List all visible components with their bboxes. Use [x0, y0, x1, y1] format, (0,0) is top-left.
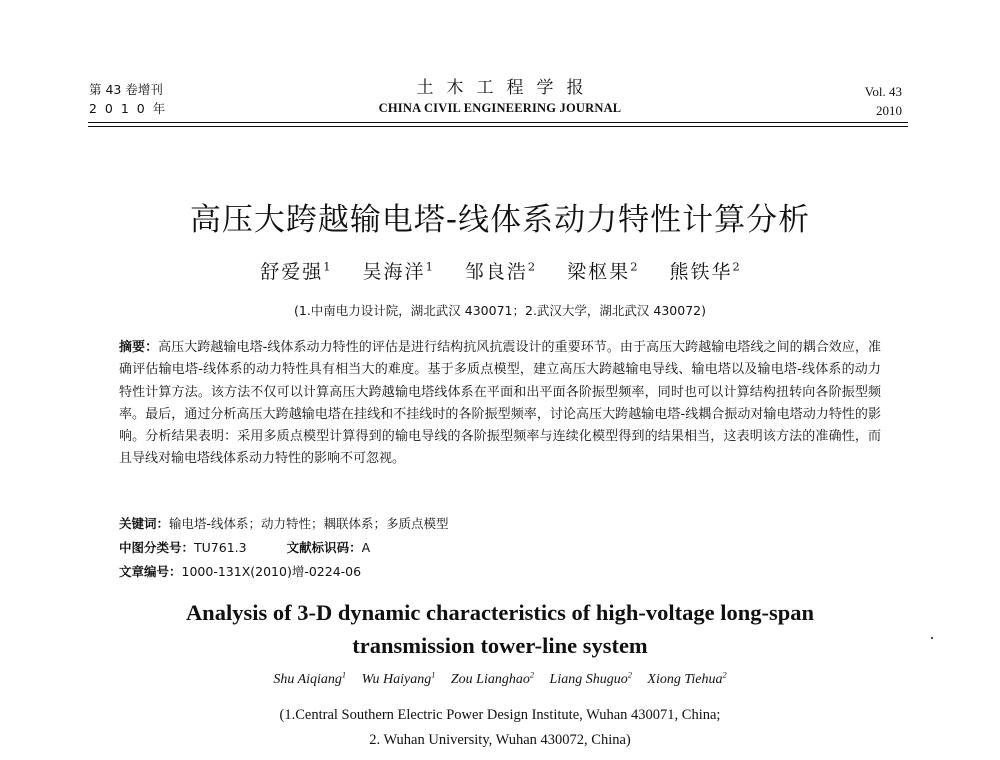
keywords-label: 关键词：	[119, 516, 170, 531]
abstract-cn	[119, 337, 881, 471]
affiliation-cn: (1.中南电力设计院，湖北武汉 430071；2.武汉大学，湖北武汉 430072)	[294, 303, 706, 318]
keywords	[119, 513, 881, 535]
year-en: 2010	[876, 103, 902, 118]
author-cn: 邹良浩$^2$	[464, 259, 536, 283]
author-cn: 舒爱强$^1$	[260, 259, 331, 283]
classification	[119, 537, 881, 559]
author-list-en	[0, 670, 1000, 690]
doc-code-label: 文献标识码：	[286, 540, 362, 555]
scan-speck	[931, 637, 933, 639]
paper-title-en-line2: transmission tower-line system	[352, 633, 648, 658]
paper-title-en-line1: Analysis of 3-D dynamic characteristics of high-voltage long-span	[185, 600, 815, 625]
volume-info-en	[865, 82, 902, 120]
author-en: Shu Aiqiang$^1$	[273, 670, 347, 687]
keywords-text: 输电塔-线体系；动力特性；耦联体系；多质点模型	[169, 516, 449, 531]
header-rule-bottom	[88, 126, 908, 127]
affiliation-en-line1: (1.Central Southern Electric Power Design Institute, Wuhan 430071, China;	[279, 707, 721, 723]
author-en: Zou Lianghao$^2$	[450, 670, 535, 687]
author-cn: 熊铁华$^2$	[669, 259, 740, 283]
author-en: Liang Shuguo$^2$	[549, 670, 632, 687]
paper-title-en	[60, 596, 940, 662]
author-cn: 吴海洋$^1$	[362, 259, 433, 283]
article-number-value: 1000-131X(2010)增-0224-06	[181, 564, 362, 579]
paper-title-cn: 高压大跨越输电塔-线体系动力特性计算分析	[189, 202, 811, 238]
author-en: Wu Haiyang$^1$	[361, 670, 436, 687]
volume-cn: 第 43 卷增刊	[89, 82, 163, 97]
article-number	[119, 561, 881, 583]
affiliation-en-line2: 2. Wuhan University, Wuhan 430072, China)	[369, 732, 631, 748]
abstract-text: 高压大跨越输电塔-线体系动力特性的评估是进行结构抗风抗震设计的重要环节。由于高压大跨越输电塔线之间的耦合效应，准确评估输电塔-线体系的动力特性具有相当大的难度。基于多质点模型，建立高压大跨越输电导线、输电塔以及输电塔-线体系的动力特性计算方法。该方法不仅可以计算高压大跨越输电塔线体系在平面和出平面各阶振型频率，同时也可以计算结构扭转向各阶振型频率。最后，通过分析高压大跨越输电塔在挂线和不挂线时的各阶振型频率，讨论高压大跨越输电塔-线耦合振动对输电塔动力特性的影响。分析结果表明：采用多质点模型计算得到的输电导线的各阶振型频率与连续化模型得到的结果相当，这表明该方法的准确性，而且导线对输电塔线体系动力特性的影响不可忽视。	[119, 340, 881, 467]
volume-info	[89, 80, 167, 118]
journal-name-en: CHINA CIVIL ENGINEERING JOURNAL	[378, 101, 622, 115]
header-rule-top	[88, 122, 908, 123]
affiliation-en	[0, 703, 1000, 753]
year-cn: 2 0 1 0 年	[89, 101, 168, 116]
journal-name	[300, 76, 700, 116]
volume-en: Vol. 43	[864, 84, 902, 99]
author-cn: 梁枢果$^2$	[567, 259, 638, 283]
author-en: Xiong Tiehua$^2$	[647, 670, 727, 687]
abstract-label: 摘要：	[119, 340, 159, 355]
doc-code-value: A	[361, 540, 371, 555]
article-number-label: 文章编号：	[119, 564, 182, 579]
classification-value: TU761.3	[194, 540, 247, 555]
journal-name-cn: 土木工程学报	[416, 78, 597, 98]
author-list-cn	[0, 258, 1000, 286]
classification-label: 中图分类号：	[119, 540, 195, 555]
